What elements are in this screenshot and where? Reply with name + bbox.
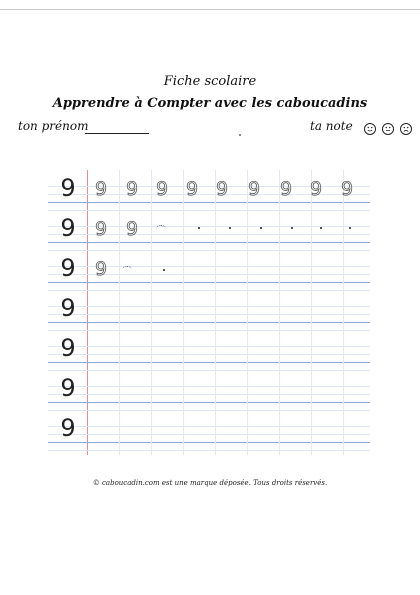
model-digit: 9 [60, 254, 76, 282]
dotted-trace-digit: 9 [309, 178, 323, 200]
grid-baseline [48, 242, 370, 243]
red-margin-line [87, 170, 88, 455]
model-digit: 9 [60, 214, 76, 242]
grid-guideline [48, 386, 370, 387]
grade-label: ta note [310, 119, 353, 133]
dotted-trace-digit: 9 [340, 178, 354, 200]
dotted-trace-digit: 9 [94, 218, 108, 240]
grid-column-line [343, 170, 344, 455]
start-dot [260, 227, 262, 229]
grid-column-line [247, 170, 248, 455]
grid-guideline [48, 250, 370, 251]
grid-column-line [215, 170, 216, 455]
model-digit: 9 [60, 414, 76, 442]
partial-trace-stroke [156, 225, 166, 232]
grid-baseline [48, 402, 370, 403]
model-digit: 9 [60, 174, 76, 202]
page-top-border [0, 9, 420, 10]
name-field-line[interactable] [85, 133, 149, 134]
start-dot [229, 227, 231, 229]
grid-guideline [48, 450, 370, 451]
grid-baseline [48, 442, 370, 443]
dotted-trace-digit: 9 [125, 218, 139, 240]
grid-guideline [48, 354, 370, 355]
grid-column-line [119, 170, 120, 455]
dotted-trace-digit: 9 [94, 178, 108, 200]
dotted-trace-digit: 9 [247, 178, 261, 200]
dotted-trace-digit: 9 [155, 178, 169, 200]
stray-dot [239, 134, 241, 136]
grid-column-line [151, 170, 152, 455]
model-digit: 9 [60, 294, 76, 322]
model-digit: 9 [60, 334, 76, 362]
start-dot [163, 269, 165, 271]
dotted-trace-digit: 9 [125, 178, 139, 200]
grid-guideline [48, 426, 370, 427]
grid-baseline [48, 282, 370, 283]
dotted-trace-digit: 9 [94, 258, 108, 280]
grid-baseline [48, 202, 370, 203]
grid-column-line [183, 170, 184, 455]
grid-column-line [311, 170, 312, 455]
model-digit: 9 [60, 374, 76, 402]
dotted-trace-digit: 9 [279, 178, 293, 200]
copyright-notice: © caboucadin.com est une marque déposée. Tous droits réservés. [92, 479, 328, 487]
sad-face-icon[interactable] [400, 123, 412, 135]
writing-grid[interactable] [48, 170, 370, 455]
grid-guideline [48, 346, 370, 347]
grid-guideline [48, 434, 370, 435]
grid-guideline [48, 290, 370, 291]
grid-guideline [48, 394, 370, 395]
worksheet-title: Fiche scolaire [163, 74, 257, 89]
name-label: ton prénom [18, 119, 89, 133]
grid-guideline [48, 410, 370, 411]
start-dot [291, 227, 293, 229]
grid-baseline [48, 322, 370, 323]
dotted-trace-digit: 9 [185, 178, 199, 200]
happy-face-icon[interactable] [364, 123, 376, 135]
start-dot [198, 227, 200, 229]
grid-column-line [279, 170, 280, 455]
grid-guideline [48, 314, 370, 315]
worksheet-subtitle: Apprendre à Compter avec les caboucadins [52, 96, 368, 111]
start-dot [349, 227, 351, 229]
start-dot [320, 227, 322, 229]
partial-trace-stroke [122, 266, 132, 273]
grid-baseline [48, 362, 370, 363]
grid-guideline [48, 330, 370, 331]
grid-guideline [48, 210, 370, 211]
grid-guideline [48, 306, 370, 307]
dotted-trace-digit: 9 [215, 178, 229, 200]
grid-guideline [48, 370, 370, 371]
neutral-face-icon[interactable] [382, 123, 394, 135]
